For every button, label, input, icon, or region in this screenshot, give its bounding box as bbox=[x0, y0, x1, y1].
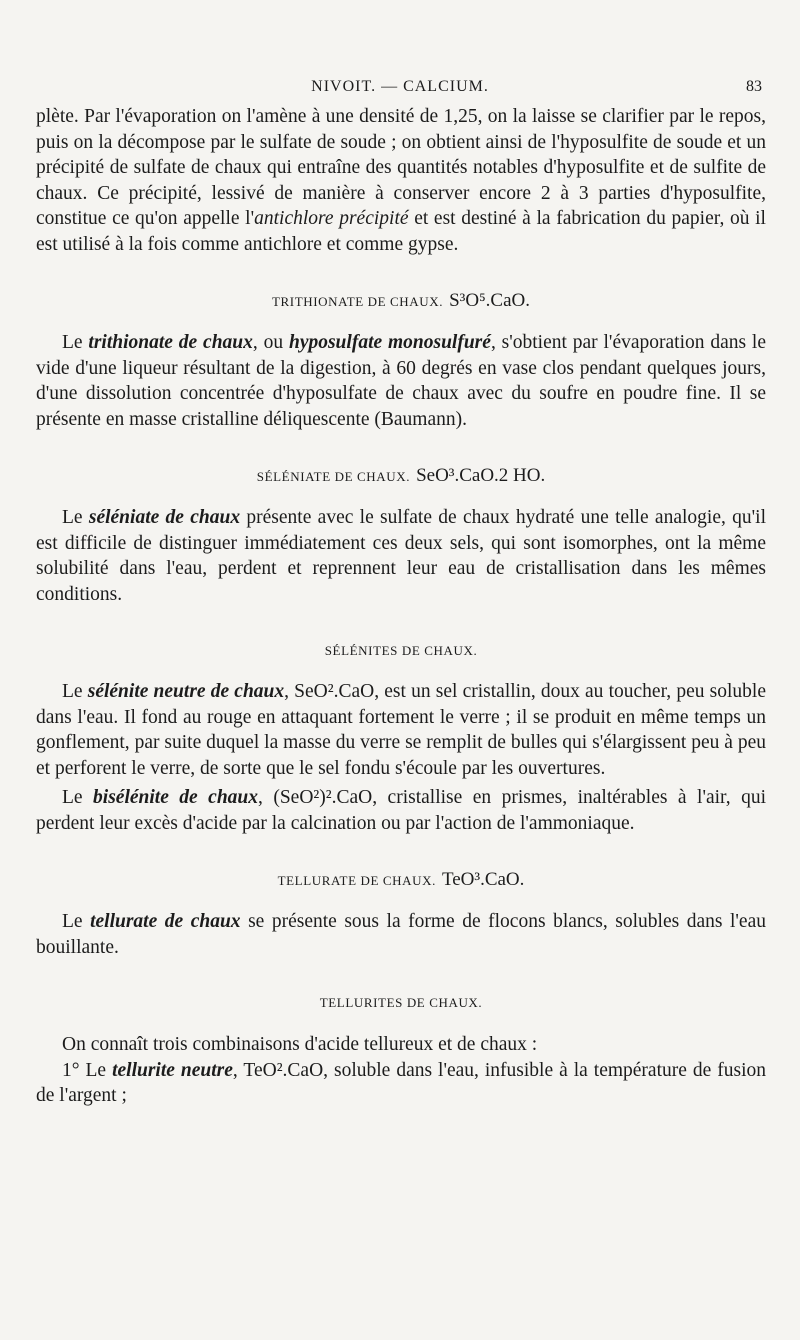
selenite-p1-text-b: , SeO².CaO, est un sel cristallin, doux au toucher, peu soluble dans l'eau. Il fond au rouge en attaquant fortement le verre ; il se produit en même temps un gonflement, par suite duquel la masse du verre se remplit de bulles qui s'élargissent peu à peu et perforent le verre, de sorte que le sel fondu s'écoule par les ouvertures. bbox=[36, 681, 766, 779]
intro-paragraph bbox=[36, 104, 766, 258]
tellurate-heading bbox=[36, 867, 766, 894]
seleniate-paragraph bbox=[36, 505, 766, 607]
intro-text-a: plète. Par l'évaporation on l'amène à une densité de 1,25, on la laisse se clarifier par le repos, puis on la décompose par le sulfate de soude ; on obtient ainsi de l'hyposulfite de soude et un précipité de sulfate de chaux qui entraîne des quantités notables d'hyposulfite et de sulfite de chaux. Ce précipité, lessivé de manière à conserver encore 2 à 3 parties d'hyposulfite, constitue ce qu'on appelle l' bbox=[36, 106, 766, 230]
tellurites-heading bbox=[36, 990, 766, 1016]
seleniate-text-b: présente avec le sulfate de chaux hydraté une telle analogie, qu'il est difficile de distinguer immédiatement ces deux sels, qui sont isomorphes, ont la même solubilité dans l'eau, perdent et reprennent leur eau de cristallisation dans les mêmes conditions. bbox=[36, 507, 766, 605]
trithionate-text-c: , s'obtient par l'évaporation dans le vide d'une liqueur résultant de la digestion, à 60 degrés en vase clos pendant quelques jours, d'une dissolution concentrée d'hyposulfate de chaux avec du soufre en poudre fine. Il se présente en masse cristalline déliquescente (Baumann). bbox=[36, 332, 766, 430]
seleniate-text-a: Le bbox=[62, 507, 89, 529]
selenites-heading-text: SÉLÉNITES DE CHAUX. bbox=[324, 642, 478, 658]
biselenite-paragraph bbox=[36, 785, 766, 836]
tellurate-heading-text: TELLURATE DE CHAUX. bbox=[277, 872, 436, 888]
trithionate-formula: S³O⁵.CaO. bbox=[449, 289, 531, 311]
seleniate-term: séléniate de chaux bbox=[88, 507, 241, 529]
trithionate-paragraph bbox=[36, 330, 766, 432]
hyposulfate-term: hyposulfate monosulfuré bbox=[288, 332, 491, 354]
selenite-p2-text-b: , (SeO²)².CaO, cristallise en prismes, inaltérables à l'air, qui perdent leur excès d'acide par la calcination ou par l'action de l'ammoniaque. bbox=[36, 787, 766, 835]
seleniate-heading-text: SÉLÉNIATE DE CHAUX. bbox=[256, 468, 411, 484]
biselenite-term: bisélénite de chaux bbox=[93, 787, 259, 809]
tellurate-text-b: se présente sous la forme de flocons blancs, solubles dans l'eau bouillante. bbox=[36, 911, 766, 958]
tellurite-neutral-term: tellurite neutre bbox=[112, 1059, 233, 1081]
trithionate-heading bbox=[36, 288, 766, 315]
selenite-p1-text-a: Le bbox=[62, 681, 88, 703]
selenites-heading bbox=[36, 638, 766, 664]
selenite-neutral-paragraph bbox=[36, 679, 766, 781]
tellurate-text-a: Le bbox=[62, 911, 91, 933]
tellurate-paragraph bbox=[36, 909, 766, 960]
running-title: NIVOIT. — CALCIUM. bbox=[311, 78, 489, 95]
tellurite-p2-text-a: 1° Le bbox=[62, 1059, 113, 1081]
tellurites-heading-text: TELLURITES DE CHAUX. bbox=[319, 995, 483, 1011]
trithionate-term: trithionate de chaux bbox=[88, 332, 253, 354]
intro-term: antichlore précipité bbox=[254, 208, 409, 230]
seleniate-formula: SeO³.CaO.2 HO. bbox=[416, 464, 546, 486]
selenite-p2-text-a: Le bbox=[62, 787, 94, 809]
trithionate-text-b: , ou bbox=[252, 332, 289, 354]
selenite-neutral-term: sélénite neutre de chaux bbox=[87, 681, 285, 703]
seleniate-heading bbox=[36, 463, 766, 490]
tellurites-intro-paragraph: On connaît trois combinaisons d'acide tellureux et de chaux : bbox=[62, 1034, 538, 1056]
trithionate-heading-text: TRITHIONATE DE CHAUX. bbox=[271, 293, 444, 309]
page-header bbox=[36, 78, 764, 102]
tellurate-formula: TeO³.CaO. bbox=[441, 868, 525, 890]
page-body bbox=[36, 104, 766, 1109]
trithionate-text-a: Le bbox=[62, 332, 89, 354]
tellurite-p2-text-b: , TeO².CaO, soluble dans l'eau, infusible à la température de fusion de l'argent ; bbox=[36, 1059, 767, 1107]
tellurite-neutral-paragraph bbox=[36, 1058, 766, 1109]
tellurate-term: tellurate de chaux bbox=[90, 911, 241, 933]
intro-text-b: et est destiné à la fabrication du papier, où il est utilisé à la fois comme antichlore et comme gypse. bbox=[36, 208, 766, 255]
page-number: 83 bbox=[746, 78, 762, 95]
